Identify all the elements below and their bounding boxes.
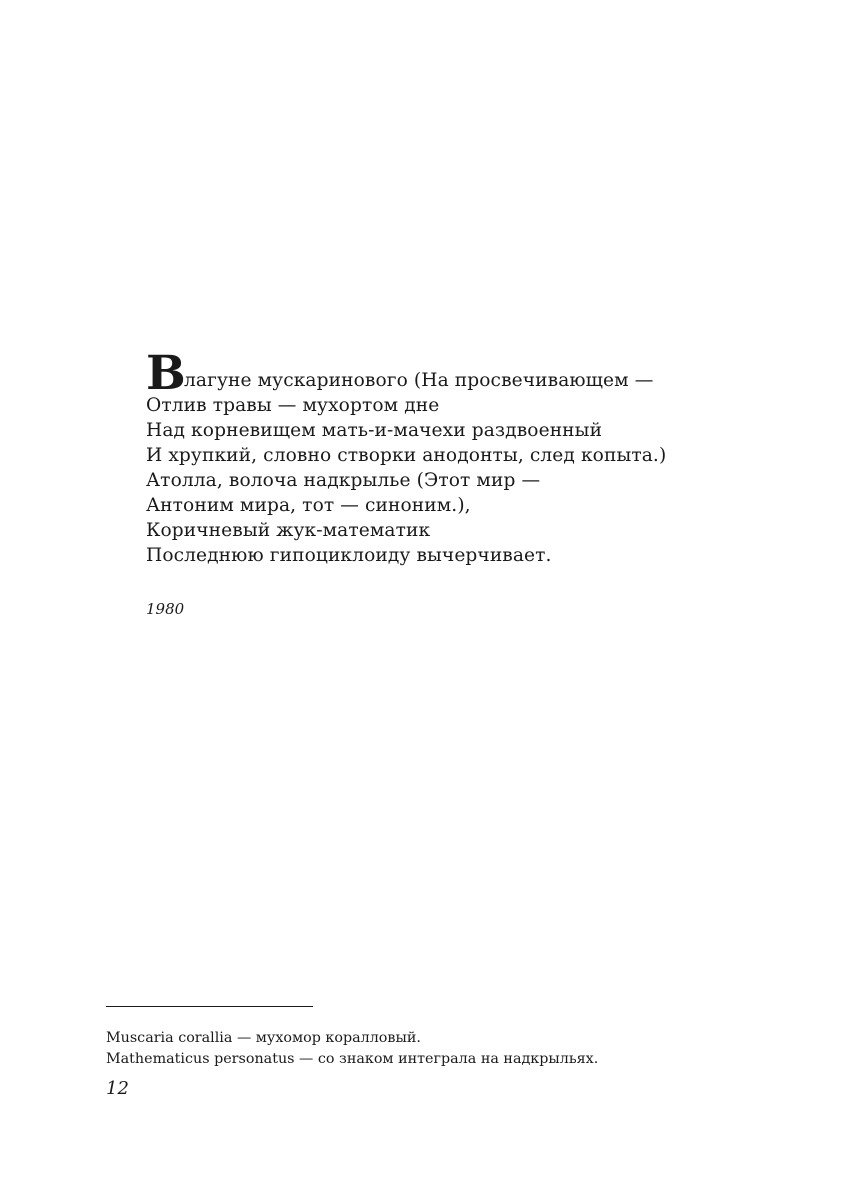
poem-line-2: Отлив травы — мухортом дне: [146, 395, 440, 416]
poem-line-5: Атолла, волоча надкрылье (Этот мир —: [146, 470, 541, 491]
footnote-divider: [106, 1006, 313, 1007]
poem-line-1-text: лагуне мускаринового (На просвечивающем —: [184, 370, 654, 391]
poem-line-6: Антоним мира, тот — синоним.),: [146, 495, 471, 516]
poem-line-7: Коричневый жук-математик: [146, 520, 431, 541]
drop-cap: В: [146, 346, 186, 401]
poem-line-3: Над корневищем мать-и-мачехи раздвоенный: [146, 420, 603, 441]
poem-line-8: Последнюю гипоциклоиду вычерчивает.: [146, 545, 552, 566]
poem: [146, 348, 766, 568]
footnote-1: Muscaria corallia — мухомор коралловый.: [106, 1030, 421, 1046]
poem-date: 1980: [146, 600, 185, 618]
footnote-2: Mathematicus personatus — со знаком интеграла на надкрыльях.: [106, 1051, 599, 1067]
footnotes: [106, 1028, 598, 1070]
poem-line-4: И хрупкий, словно створки анодонты, след копыта.): [146, 445, 667, 466]
poem-first-line: [146, 346, 766, 401]
page-number: 12: [106, 1078, 129, 1099]
